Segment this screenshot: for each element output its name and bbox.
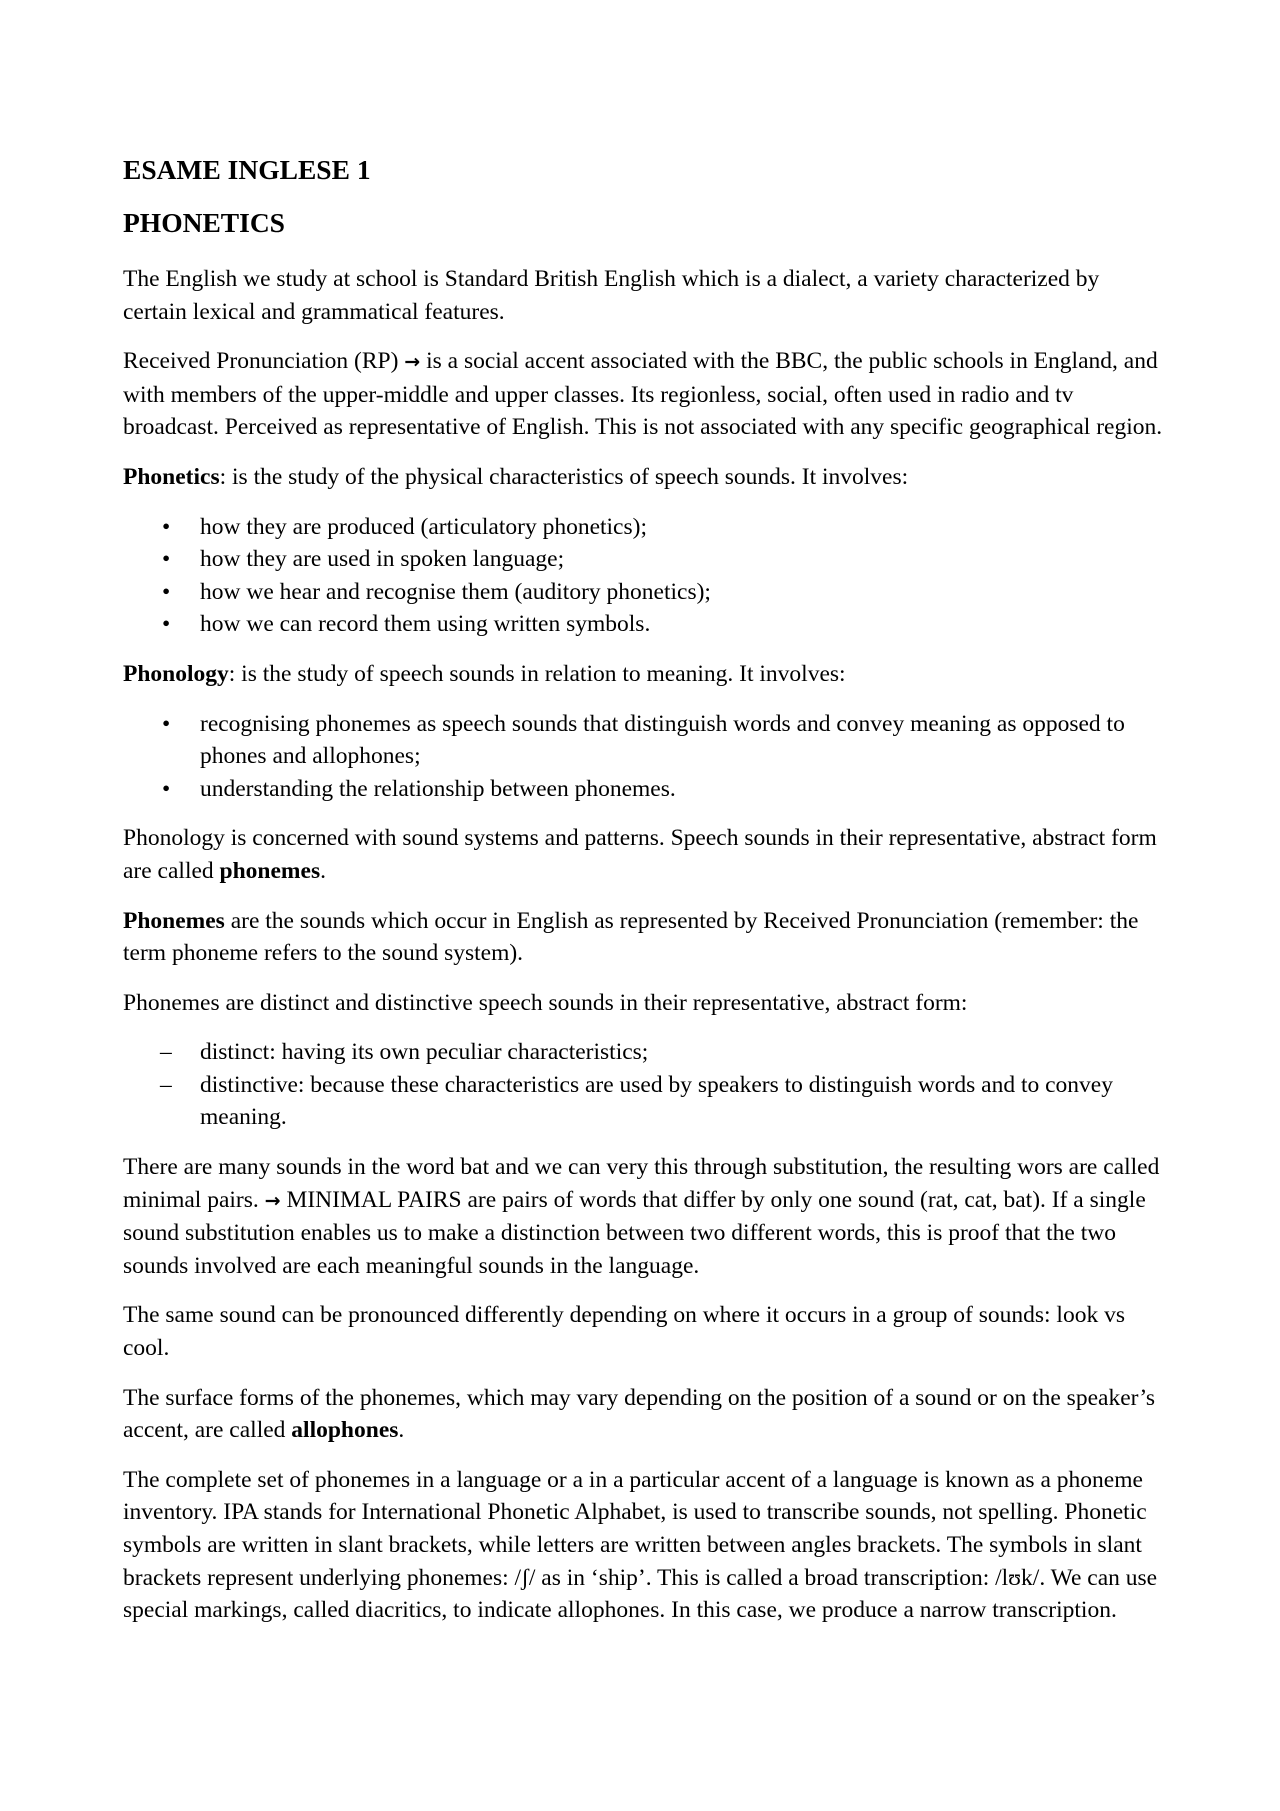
paragraph-distinct-distinctive: Phonemes are distinct and distinctive speech sounds in their representative, abstract form:	[123, 989, 968, 1016]
paragraph-phonology-definition	[123, 658, 1168, 691]
phonetics-list	[123, 511, 1168, 641]
paragraph-phoneme-inventory: The complete set of phonemes in a language or a in a particular accent of a language is known as a phoneme inventory. IPA stands for International Phonetic Alphabet, is used to transcribe sounds, not spelling. Phonetic symbols are written in slant brackets, while letters are written between angles brackets. The symbols in slant brackets represent underlying phonemes: /ʃ/ as in ‘ship’. This is called a broad transcription: /lʊk/. We can use special markings, called diacritics, to indicate allophones. In this case, we produce a narrow transcription.	[123, 1466, 1158, 1624]
allophones-text: The surface forms of the phonemes, which may vary depending on the position of a sound or on the speaker’s accent, are called	[123, 1384, 1155, 1444]
bullet-marker: •	[162, 775, 171, 802]
dash-marker: –	[160, 1071, 172, 1098]
sound-systems-end: .	[320, 857, 326, 884]
list-item-text: distinct: having its own peculiar characteristics;	[200, 1039, 649, 1066]
term-phonemes-heading: Phonemes	[123, 907, 225, 934]
term-phonemes: phonemes	[219, 857, 321, 884]
term-phonology: Phonology	[123, 660, 229, 687]
paragraph-phonetics-definition	[123, 461, 1168, 494]
list-item	[123, 773, 1168, 806]
phonology-definition-text: : is the study of speech sounds in relation to meaning. It involves:	[228, 660, 846, 687]
paragraph-same-sound: The same sound can be pronounced differently depending on where it occurs in a group of sounds: look vs cool.	[123, 1302, 1125, 1362]
phonemes-rp-text: are the sounds which occur in English as represented by Received Pronunciation (remember: the term phoneme refers to the sound system).	[123, 907, 1139, 967]
list-item-text: understanding the relationship between phonemes.	[200, 775, 676, 802]
list-item	[123, 511, 1168, 544]
list-item-text: how we hear and recognise them (auditory phonetics);	[200, 578, 711, 605]
list-item-text: recognising phonemes as speech sounds that distinguish words and convey meaning as opposed to phones and allophones;	[200, 710, 1125, 770]
list-item	[123, 576, 1168, 609]
term-phonetics: Phonetics	[123, 463, 220, 490]
paragraph-received-pronunciation	[123, 345, 1168, 444]
minimal-pairs-text-end: MINIMAL PAIRS are pairs of words that differ by only one sound (rat, cat, bat). If a single sound substitution enables us to make a distinction between two different words, this is proof that the two sounds involved are each meaningful sounds in the language.	[123, 1186, 1146, 1279]
bullet-marker: •	[162, 578, 171, 605]
list-item	[123, 1069, 1168, 1134]
list-item-text: how we can record them using written symbols.	[200, 611, 651, 638]
paragraph-phonemes-rp	[123, 905, 1168, 970]
rp-text-end: is a social accent associated with the BBC, the public schools in England, and with members of the upper-middle and upper classes. Its regionless, social, often used in radio and tv broadcast. Perceived as representative of English. This is not associated with any specific geographical region.	[123, 348, 1163, 441]
document-body	[123, 263, 1168, 1644]
paragraph-standard-english: The English we study at school is Standard British English which is a dialect, a variety characterized by certain lexical and grammatical features.	[123, 266, 1100, 325]
minimal-pairs-text-start: There are many sounds in the word bat and we can very this through substitution, the resulting wors are called minimal pairs.	[123, 1154, 1160, 1213]
rp-text-start: Received Pronunciation (RP)	[123, 348, 405, 375]
list-item-text: how they are used in spoken language;	[200, 546, 565, 573]
phonetics-definition-text: : is the study of the physical characteristics of speech sounds. It involves:	[219, 463, 909, 490]
allophones-end: .	[398, 1417, 405, 1444]
bullet-marker: •	[162, 513, 171, 540]
list-item-text: how they are produced (articulatory phonetics);	[200, 513, 647, 540]
paragraph-sound-systems	[123, 822, 1168, 887]
phonology-list	[123, 708, 1168, 806]
sound-systems-text: Phonology is concerned with sound systems and patterns. Speech sounds in their representative, abstract form are called	[123, 825, 1157, 884]
paragraph-allophones	[123, 1382, 1168, 1447]
bullet-marker: •	[162, 710, 171, 737]
list-item	[123, 1036, 1168, 1069]
bullet-marker: •	[162, 611, 171, 638]
list-item	[123, 608, 1168, 641]
right-arrow-icon: →	[404, 351, 421, 374]
document-title: ESAME INGLESE 1	[123, 154, 371, 185]
list-item-text: distinctive: because these characteristics are used by speakers to distinguish words and to convey meaning.	[200, 1071, 1113, 1131]
dash-marker: –	[160, 1039, 172, 1066]
section-heading: PHONETICS	[123, 207, 285, 238]
distinct-list	[123, 1036, 1168, 1134]
list-item	[123, 708, 1168, 773]
term-allophones: allophones	[291, 1417, 399, 1444]
bullet-marker: •	[162, 546, 171, 573]
list-item	[123, 543, 1168, 576]
right-arrow-icon: →	[264, 1189, 281, 1212]
paragraph-minimal-pairs	[123, 1151, 1168, 1282]
